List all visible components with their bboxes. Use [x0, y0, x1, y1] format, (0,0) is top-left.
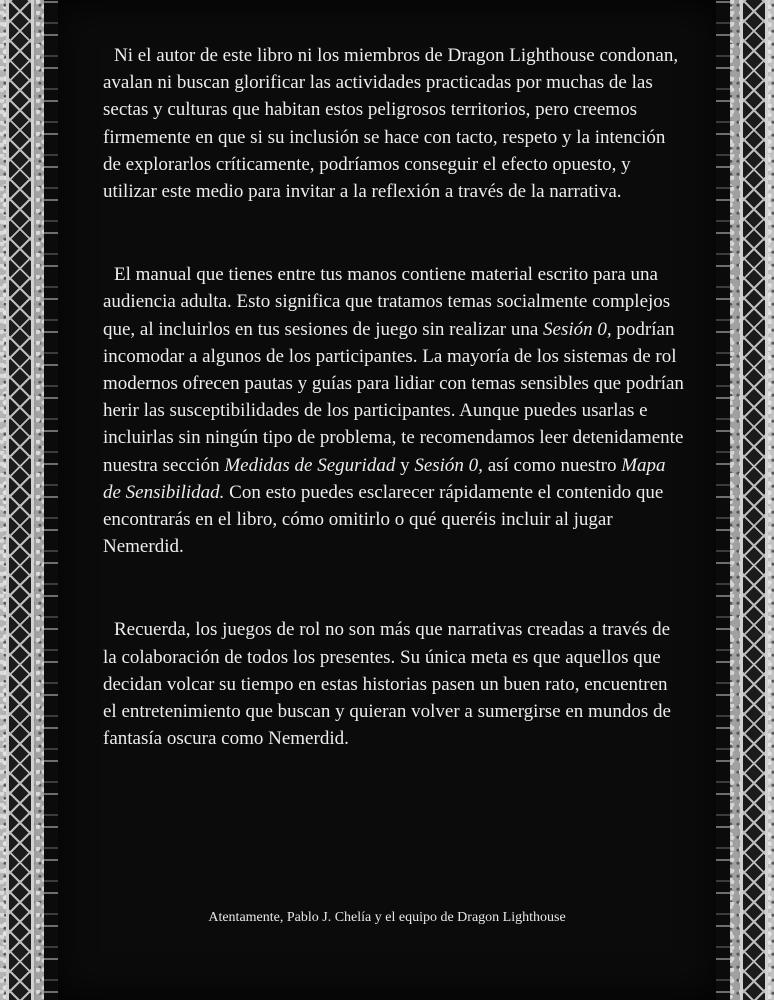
- text-run: Con esto puedes esclarecer rápidamente el contenido que encontrarás en el libro, cómo omitirlo o qué queréis incluir al jugar Nemerdid.: [103, 481, 664, 558]
- italic-run: Mapa de Sensibilidad.: [103, 454, 666, 503]
- text-run: y: [395, 454, 415, 476]
- text-run: Recuerda, los juegos de rol no son más que narrativas creadas a través de la colaboración de todos los presentes. Su única meta es que aquellos que decidan volcar su tiempo en estas historias pasen un buen rato, encuentren el entretenimiento que buscan y quieran volver a sumergirse en mundos de fantasía oscura como Nemerdid.: [103, 619, 671, 750]
- right-knotwork-border: [740, 0, 768, 1000]
- italic-run: Medidas de Seguridad: [224, 454, 396, 476]
- italic-run: Sesión 0,: [414, 454, 483, 476]
- text-run: podrían incomodar a algunos de los participantes. La mayoría de los sistemas de rol modernos ofrecen pautas y guías para lidiar con temas sensibles que podrían herir las susceptibilidades de los participantes. Aunque puedes usarlas e incluirlas sin ningún tipo de problema, te recomendamos leer detenidamente nuestra sección: [103, 318, 684, 476]
- paragraph: [103, 616, 685, 752]
- text-run: Ni el autor de este libro ni los miembros de Dragon Lighthouse condonan, avalan ni buscan glorificar las actividades practicadas por muchas de las sectas y culturas que habitan estos peligrosos territorios, pero creemos firmemente en que si su inclusión se hace con tacto, respeto y la intención de explorarlos críticamente, podríamos conseguir el efecto opuesto, y utilizar este medio para invitar a la reflexión a través de la narrativa.: [103, 45, 679, 203]
- italic-run: Sesión 0,: [543, 318, 612, 340]
- body-text: [103, 42, 685, 752]
- signature: Atentamente, Pablo J. Chelía y el equipo de Dragon Lighthouse: [208, 910, 566, 925]
- text-run: así como nuestro: [482, 454, 622, 476]
- paragraph: [103, 42, 685, 205]
- paragraph: [103, 261, 685, 560]
- text-run: El manual que tienes entre tus manos contiene material escrito para una audiencia adulta. Esto significa que tratamos temas socialmente complejos que, al incluirlos en tus sesiones de juego sin realizar una: [103, 264, 671, 340]
- left-knotwork-border: [6, 0, 34, 1000]
